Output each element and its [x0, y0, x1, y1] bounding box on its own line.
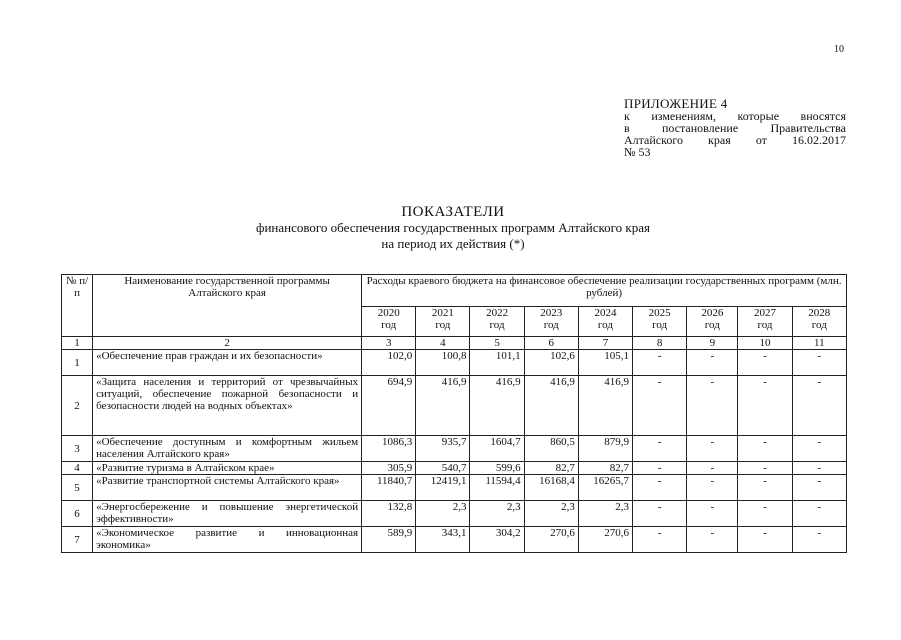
year-header-cell: [687, 307, 738, 337]
expense-value: 860,5: [524, 436, 578, 462]
year-label: 2021: [431, 307, 454, 319]
expense-value: 879,9: [578, 436, 632, 462]
year-suffix: год: [597, 319, 613, 331]
expense-value: 132,8: [362, 501, 416, 527]
heading-title: ПОКАЗАТЕЛИ: [401, 204, 505, 220]
annex-line-4: № 53: [624, 145, 651, 159]
expense-value: 1086,3: [362, 436, 416, 462]
year-label: 2024: [594, 307, 617, 319]
year-label: 2022: [486, 307, 509, 319]
expense-value: 694,9: [362, 376, 416, 436]
row-number: 7: [62, 527, 93, 553]
expense-value: 416,9: [470, 376, 524, 436]
expense-value: 2,3: [524, 501, 578, 527]
program-name: «Защита населения и территорий от чрезвычайных ситуаций, обеспечение пожарной безопасности и безопасности людей на водных объектах»: [93, 376, 362, 436]
expense-value: 11840,7: [362, 475, 416, 501]
page-number: 10: [834, 44, 844, 55]
expense-value: 304,2: [470, 527, 524, 553]
expense-value: -: [738, 501, 792, 527]
row-number: 3: [62, 436, 93, 462]
expense-value: 1604,7: [470, 436, 524, 462]
col-name-header: Наименование государственной программы Алтайского края: [93, 275, 362, 337]
table-row: [62, 350, 847, 376]
expense-value: 16168,4: [524, 475, 578, 501]
expense-value: -: [687, 501, 738, 527]
expense-value: -: [738, 376, 792, 436]
expense-value: 416,9: [416, 376, 470, 436]
expense-value: -: [792, 527, 846, 553]
row-number: 5: [62, 475, 93, 501]
expense-value: 101,1: [470, 350, 524, 376]
expense-value: 102,6: [524, 350, 578, 376]
year-header-cell: [362, 307, 416, 337]
program-name: «Обеспечение прав граждан и их безопасности»: [93, 350, 362, 376]
expense-value: -: [687, 350, 738, 376]
table-row: [62, 475, 847, 501]
year-header-cell: [470, 307, 524, 337]
year-header-cell: [792, 307, 846, 337]
row-number: 1: [62, 350, 93, 376]
annex-line-1: к изменениям, которые вносятся: [624, 109, 846, 123]
year-label: 2028: [808, 307, 831, 319]
expense-value: 589,9: [362, 527, 416, 553]
expense-value: -: [738, 527, 792, 553]
column-number-cell: 4: [416, 337, 470, 350]
column-number-cell: 10: [738, 337, 792, 350]
expense-value: -: [687, 436, 738, 462]
expense-value: -: [738, 462, 792, 475]
year-label: 2027: [754, 307, 776, 319]
programs-table: [61, 274, 847, 553]
document-heading: [60, 204, 846, 252]
year-header-cell: [738, 307, 792, 337]
col-group-header: Расходы краевого бюджета на финансовое обеспечение реализации государственных программ (млн. рублей): [362, 275, 847, 307]
year-suffix: год: [489, 319, 505, 331]
col-num-header: № п/п: [62, 275, 93, 337]
column-number-cell: 6: [524, 337, 578, 350]
year-label: 2025: [648, 307, 671, 319]
expense-value: 343,1: [416, 527, 470, 553]
annex-block: [624, 98, 846, 158]
expense-value: -: [633, 462, 687, 475]
column-number-cell: 1: [62, 337, 93, 350]
year-suffix: год: [435, 319, 451, 331]
expense-value: -: [633, 376, 687, 436]
column-number-cell: 8: [633, 337, 687, 350]
program-name: «Энергосбережение и повышение энергетической эффективности»: [93, 501, 362, 527]
header-row: [62, 275, 847, 307]
expense-value: 102,0: [362, 350, 416, 376]
expense-value: -: [792, 462, 846, 475]
table-row: [62, 376, 847, 436]
program-name: «Развитие туризма в Алтайском крае»: [93, 462, 362, 475]
program-name: «Развитие транспортной системы Алтайского края»: [93, 475, 362, 501]
year-label: 2026: [701, 307, 724, 319]
expense-value: 270,6: [578, 527, 632, 553]
column-number-cell: 2: [93, 337, 362, 350]
expense-value: -: [738, 436, 792, 462]
year-suffix: год: [811, 319, 827, 331]
year-suffix: год: [381, 319, 397, 331]
year-suffix: год: [543, 319, 559, 331]
expense-value: -: [738, 475, 792, 501]
year-suffix: год: [704, 319, 720, 331]
annex-line-3: Алтайского края от 16.02.2017: [624, 133, 846, 147]
expense-value: 16265,7: [578, 475, 632, 501]
expense-value: -: [792, 350, 846, 376]
row-number: 2: [62, 376, 93, 436]
expense-value: 2,3: [416, 501, 470, 527]
expense-value: -: [687, 462, 738, 475]
expense-value: -: [792, 501, 846, 527]
column-number-cell: 7: [578, 337, 632, 350]
year-header-cell: [416, 307, 470, 337]
expense-value: 416,9: [524, 376, 578, 436]
table-row: [62, 527, 847, 553]
expense-value: 599,6: [470, 462, 524, 475]
expense-value: 416,9: [578, 376, 632, 436]
expense-value: 270,6: [524, 527, 578, 553]
year-suffix: год: [652, 319, 668, 331]
column-number-cell: 9: [687, 337, 738, 350]
table-row: [62, 501, 847, 527]
expense-value: -: [792, 436, 846, 462]
expense-value: 105,1: [578, 350, 632, 376]
year-label: 2023: [540, 307, 563, 319]
table-row: [62, 436, 847, 462]
expense-value: 82,7: [578, 462, 632, 475]
expense-value: -: [633, 501, 687, 527]
heading-line-1: финансового обеспечения государственных программ Алтайского края: [256, 220, 650, 235]
program-name: «Обеспечение доступным и комфортным жильем населения Алтайского края»: [93, 436, 362, 462]
column-number-row: [62, 337, 847, 350]
expense-value: -: [633, 436, 687, 462]
column-number-cell: 3: [362, 337, 416, 350]
expense-value: -: [687, 475, 738, 501]
expense-value: -: [633, 527, 687, 553]
expense-value: 100,8: [416, 350, 470, 376]
row-number: 4: [62, 462, 93, 475]
annex-line-2: в постановление Правительства: [624, 121, 846, 135]
expense-value: 2,3: [578, 501, 632, 527]
program-name: «Экономическое развитие и инновационная экономика»: [93, 527, 362, 553]
expense-value: -: [738, 350, 792, 376]
expense-value: -: [633, 350, 687, 376]
expense-value: 11594,4: [470, 475, 524, 501]
expense-value: -: [792, 376, 846, 436]
annex-title: ПРИЛОЖЕНИЕ 4: [624, 96, 728, 111]
column-number-cell: 11: [792, 337, 846, 350]
expense-value: 2,3: [470, 501, 524, 527]
table-row: [62, 462, 847, 475]
year-header-cell: [524, 307, 578, 337]
expense-value: -: [687, 376, 738, 436]
expense-value: -: [687, 527, 738, 553]
column-number-cell: 5: [470, 337, 524, 350]
year-suffix: год: [757, 319, 773, 331]
year-header-cell: [633, 307, 687, 337]
year-header-cell: [578, 307, 632, 337]
expense-value: 540,7: [416, 462, 470, 475]
expense-value: 935,7: [416, 436, 470, 462]
expense-value: 82,7: [524, 462, 578, 475]
expense-value: -: [633, 475, 687, 501]
heading-line-2: на период их действия (*): [381, 236, 525, 251]
row-number: 6: [62, 501, 93, 527]
expense-value: 305,9: [362, 462, 416, 475]
expense-value: 12419,1: [416, 475, 470, 501]
year-label: 2020: [377, 307, 400, 319]
expense-value: -: [792, 475, 846, 501]
